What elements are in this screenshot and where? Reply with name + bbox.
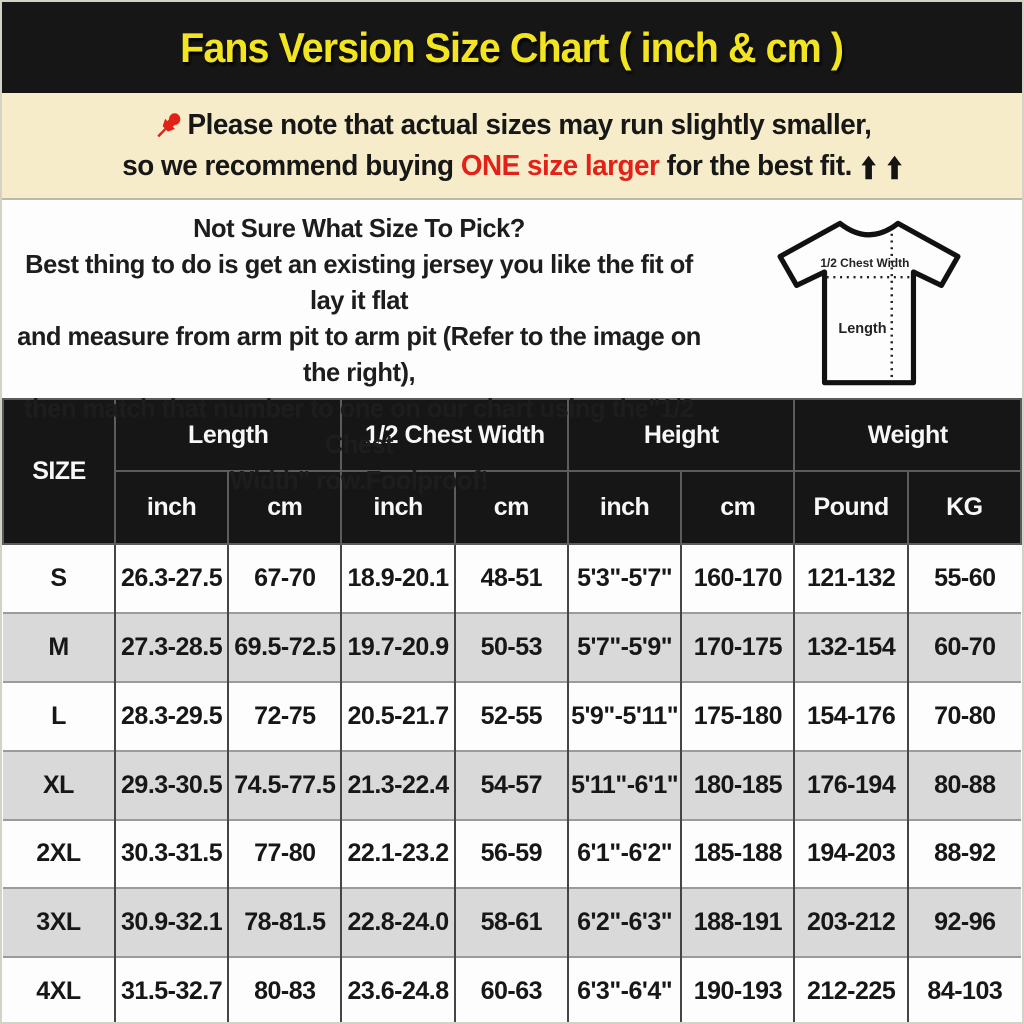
value-cell: 84-103	[908, 957, 1021, 1024]
value-cell: 80-88	[908, 751, 1021, 820]
value-cell: 67-70	[228, 544, 341, 613]
value-cell: 50-53	[455, 613, 568, 682]
size-cell: S	[3, 544, 115, 613]
note-text-2a: so we recommend buying	[122, 150, 461, 182]
note-line-1	[153, 108, 871, 142]
value-cell: 70-80	[908, 682, 1021, 751]
value-cell: 30.9-32.1	[115, 888, 228, 957]
subcol-height-cm: cm	[681, 471, 794, 544]
subcol-length-inch: inch	[115, 471, 228, 544]
value-cell: 212-225	[794, 957, 907, 1024]
value-cell: 160-170	[681, 544, 794, 613]
value-cell: 154-176	[794, 682, 907, 751]
value-cell: 55-60	[908, 544, 1021, 613]
instructions-line-4: Width" row.Foolproof!	[229, 465, 489, 495]
size-row	[3, 957, 1021, 1024]
value-cell: 60-70	[908, 613, 1021, 682]
value-cell: 29.3-30.5	[115, 751, 228, 820]
value-cell: 6'3"-6'4"	[568, 957, 681, 1024]
size-row	[3, 820, 1021, 889]
value-cell: 31.5-32.7	[115, 957, 228, 1024]
size-row	[3, 682, 1021, 751]
size-table-body	[3, 544, 1021, 1024]
value-cell: 23.6-24.8	[341, 957, 454, 1024]
size-cell: L	[3, 682, 115, 751]
instructions-line-2: and measure from arm pit to arm pit (Refer to the image on the right),	[17, 321, 701, 387]
subcol-chest-cm: cm	[455, 471, 568, 544]
tshirt-diagram	[716, 200, 1022, 398]
note-text-2b: for the best fit.	[659, 150, 852, 182]
size-cell: 3XL	[3, 888, 115, 957]
value-cell: 92-96	[908, 888, 1021, 957]
up-arrows	[861, 155, 901, 180]
col-group-length: Length	[115, 399, 342, 471]
size-cell: 2XL	[3, 820, 115, 889]
subcol-weight-kg: KG	[908, 471, 1021, 544]
instructions-line-1: Best thing to do is get an existing jersey you like the fit of lay it flat	[25, 249, 693, 315]
value-cell: 176-194	[794, 751, 907, 820]
value-cell: 175-180	[681, 682, 794, 751]
title-bar	[2, 2, 1022, 93]
size-cell: 4XL	[3, 957, 115, 1024]
value-cell: 30.3-31.5	[115, 820, 228, 889]
pushpin-icon	[153, 110, 186, 144]
value-cell: 190-193	[681, 957, 794, 1024]
value-cell: 80-83	[228, 957, 341, 1024]
value-cell: 18.9-20.1	[341, 544, 454, 613]
value-cell: 185-188	[681, 820, 794, 889]
size-row	[3, 544, 1021, 613]
page-title: Fans Version Size Chart ( inch & cm )	[180, 23, 844, 71]
col-group-weight: Weight	[794, 399, 1021, 471]
size-cell: M	[3, 613, 115, 682]
col-group-chest: 1/2 Chest Width	[341, 399, 568, 471]
value-cell: 56-59	[455, 820, 568, 889]
value-cell: 74.5-77.5	[228, 751, 341, 820]
value-cell: 21.3-22.4	[341, 751, 454, 820]
value-cell: 52-55	[455, 682, 568, 751]
value-cell: 20.5-21.7	[341, 682, 454, 751]
value-cell: 5'7"-5'9"	[568, 613, 681, 682]
note-banner	[2, 93, 1022, 200]
subcol-length-cm: cm	[228, 471, 341, 544]
value-cell: 27.3-28.5	[115, 613, 228, 682]
value-cell: 6'1"-6'2"	[568, 820, 681, 889]
value-cell: 194-203	[794, 820, 907, 889]
subcol-weight-pound: Pound	[794, 471, 907, 544]
up-arrow-icon	[861, 155, 875, 180]
instructions-line-3: then match that number to one on our chart using the"1/2 Chest	[24, 393, 694, 459]
value-cell: 78-81.5	[228, 888, 341, 957]
value-cell: 170-175	[681, 613, 794, 682]
size-cell: XL	[3, 751, 115, 820]
value-cell: 132-154	[794, 613, 907, 682]
note-text-1: Please note that actual sizes may run slightly smaller,	[187, 108, 872, 141]
value-cell: 188-191	[681, 888, 794, 957]
value-cell: 5'11"-6'1"	[568, 751, 681, 820]
value-cell: 69.5-72.5	[228, 613, 341, 682]
value-cell: 5'9"-5'11"	[568, 682, 681, 751]
value-cell: 180-185	[681, 751, 794, 820]
chest-width-label: 1/2 Chest Width	[820, 255, 910, 270]
subcol-height-inch: inch	[568, 471, 681, 544]
note-highlight: ONE size larger	[460, 150, 660, 182]
value-cell: 28.3-29.5	[115, 682, 228, 751]
up-arrow-icon	[887, 155, 901, 180]
subcol-chest-inch: inch	[341, 471, 454, 544]
value-cell: 54-57	[455, 751, 568, 820]
value-cell: 203-212	[794, 888, 907, 957]
value-cell: 77-80	[228, 820, 341, 889]
size-row	[3, 613, 1021, 682]
note-line-2	[122, 150, 902, 183]
value-cell: 5'3"-5'7"	[568, 544, 681, 613]
value-cell: 22.8-24.0	[341, 888, 454, 957]
value-cell: 60-63	[455, 957, 568, 1024]
col-group-height: Height	[568, 399, 795, 471]
value-cell: 26.3-27.5	[115, 544, 228, 613]
value-cell: 19.7-20.9	[341, 613, 454, 682]
size-row	[3, 888, 1021, 957]
value-cell: 58-61	[455, 888, 568, 957]
size-row	[3, 751, 1021, 820]
value-cell: 48-51	[455, 544, 568, 613]
tshirt-outline	[780, 223, 958, 382]
value-cell: 121-132	[794, 544, 907, 613]
value-cell: 22.1-23.2	[341, 820, 454, 889]
value-cell: 88-92	[908, 820, 1021, 889]
instructions-heading: Not Sure What Size To Pick?	[193, 213, 525, 243]
value-cell: 6'2"-6'3"	[568, 888, 681, 957]
col-header-size: SIZE	[3, 399, 115, 544]
length-label: Length	[838, 321, 887, 338]
value-cell: 72-75	[228, 682, 341, 751]
